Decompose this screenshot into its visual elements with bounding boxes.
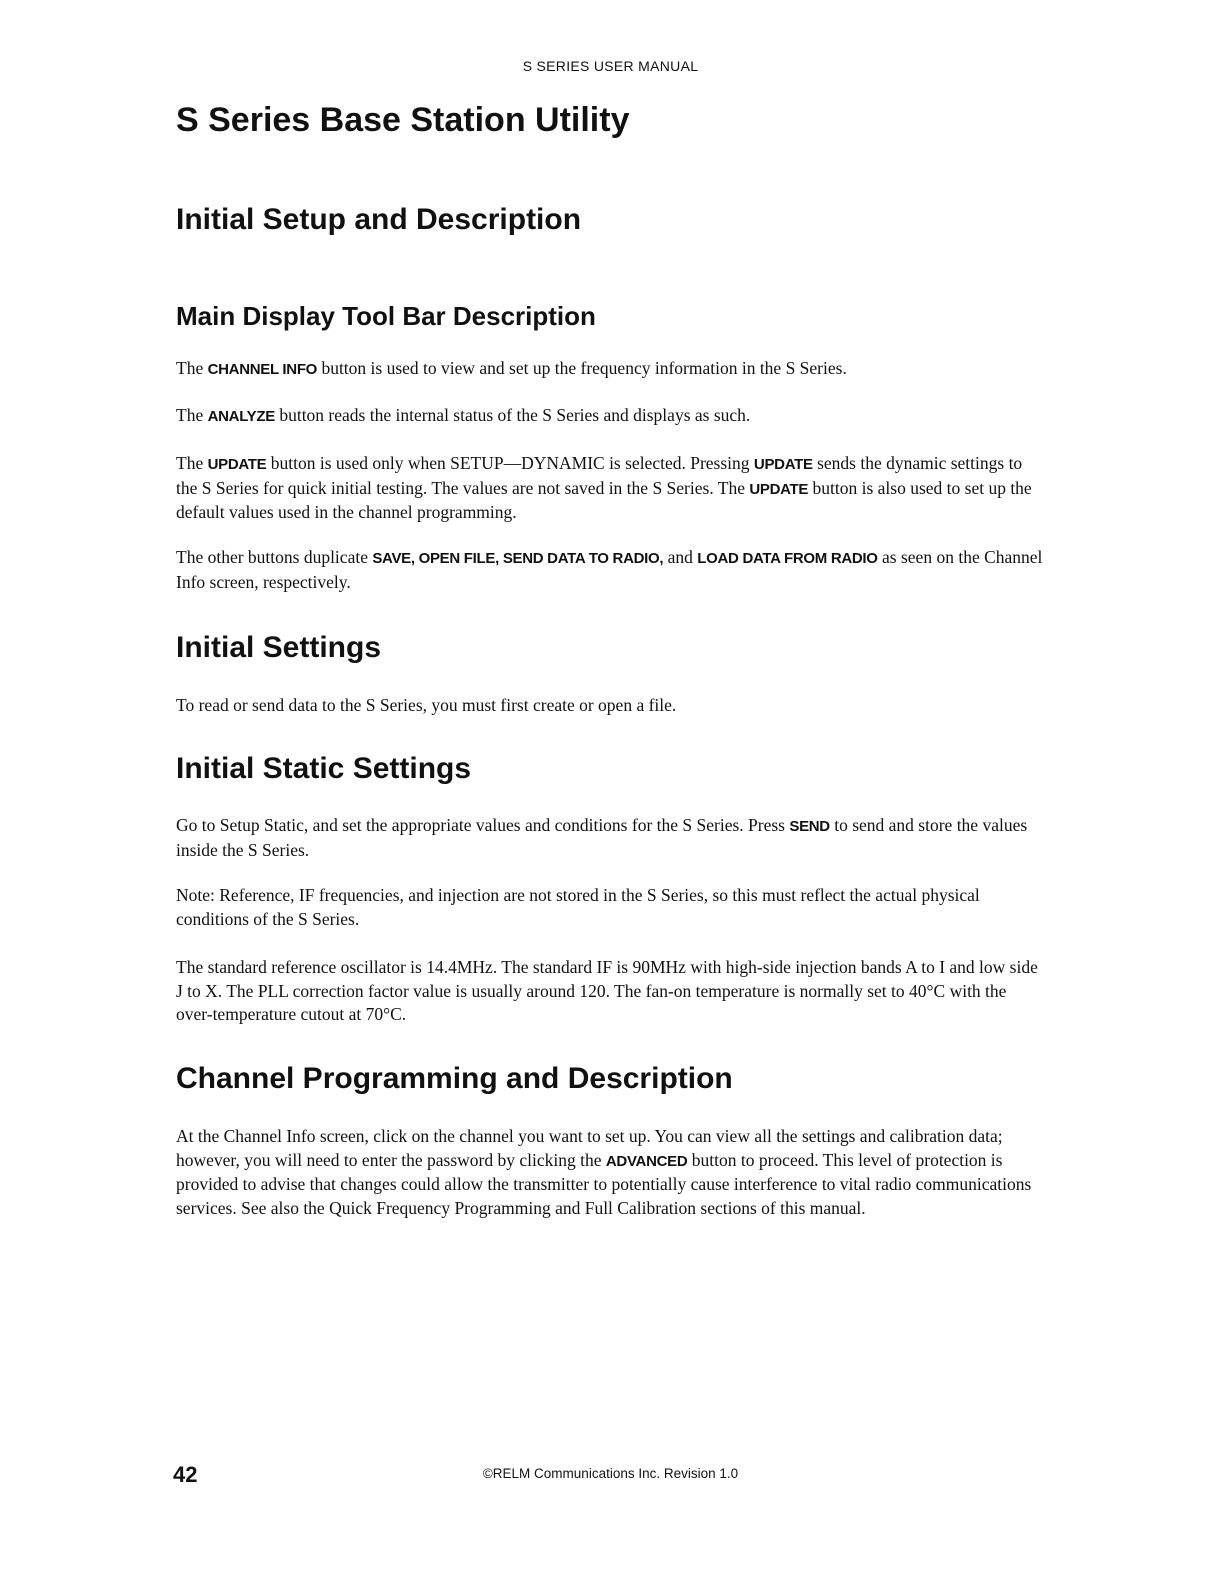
paragraph-channel-info-screen: At the Channel Info screen, click on the channel you want to set up. You can view all the settings and calibration data; however, you will need to enter the password by clicking the ADVANCED button to proceed. This level of protection is provided to advise that changes could allow the transmitter to potentially cause interference to vital radio communications services. See also the Quick Frequency Programming and Full Calibration sections of this manual.	[176, 1126, 1032, 1218]
footer-copyright: ©RELM Communications Inc. Revision 1.0	[482, 1466, 739, 1481]
running-header: S SERIES USER MANUAL	[522, 58, 699, 74]
heading-initial-settings: Initial Settings	[176, 631, 382, 664]
keyword-update: UPDATE	[207, 456, 267, 473]
keyword-load-data: LOAD DATA FROM RADIO	[697, 550, 878, 567]
heading-main-display-toolbar: Main Display Tool Bar Description	[176, 301, 596, 331]
heading-channel-programming: Channel Programming and Description	[176, 1062, 733, 1095]
page-title: S Series Base Station Utility	[176, 101, 630, 139]
paragraph-update: The UPDATE button is used only when SETUP—DYNAMIC is selected. Pressing UPDATE sends the dynamic settings to the S Series for quick initial testing. The values are not saved in the S Series. The UPDATE button is also used to set up the default values used in the channel programming.	[176, 453, 1032, 522]
paragraph-setup-static: Go to Setup Static, and set the appropriate values and conditions for the S Series. Press SEND to send and store the values inside the S Series.	[176, 815, 1028, 860]
paragraph-other-buttons: The other buttons duplicate SAVE, OPEN FILE, SEND DATA TO RADIO, and LOAD DATA FROM RADIO as seen on the Channel Info screen, respectively.	[176, 547, 1043, 592]
keyword-send: SEND	[789, 818, 830, 835]
keyword-advanced: ADVANCED	[605, 1152, 688, 1170]
heading-initial-setup: Initial Setup and Description	[176, 203, 582, 236]
keyword-analyze: ANALYZE	[207, 408, 275, 425]
heading-initial-static-settings: Initial Static Settings	[176, 752, 472, 785]
paragraph-channel-info: The CHANNEL INFO button is used to view and set up the frequency information in the S Series.	[176, 358, 847, 378]
paragraph-analyze: The ANALYZE button reads the internal status of the S Series and displays as such.	[176, 405, 751, 425]
page-number: 42	[173, 1462, 198, 1487]
paragraph-initial-settings: To read or send data to the S Series, you must first create or open a file.	[176, 695, 677, 715]
keyword-save-open-send: SAVE, OPEN FILE, SEND DATA TO RADIO,	[372, 550, 664, 567]
keyword-update: UPDATE	[749, 480, 809, 498]
keyword-channel-info: CHANNEL INFO	[207, 361, 318, 378]
keyword-update: UPDATE	[753, 456, 813, 473]
paragraph-note-reference: Note: Reference, IF frequencies, and injection are not stored in the S Series, so this must reflect the actual physical conditions of the S Series.	[176, 885, 980, 929]
paragraph-standard-reference: The standard reference oscillator is 14.4MHz. The standard IF is 90MHz with high-side injection bands A to I and low side J to X. The PLL correction factor value is usually around 120. The fan-on temperature is normally set to 40°C with the over-temperature cutout at 70°C.	[176, 957, 1038, 1024]
